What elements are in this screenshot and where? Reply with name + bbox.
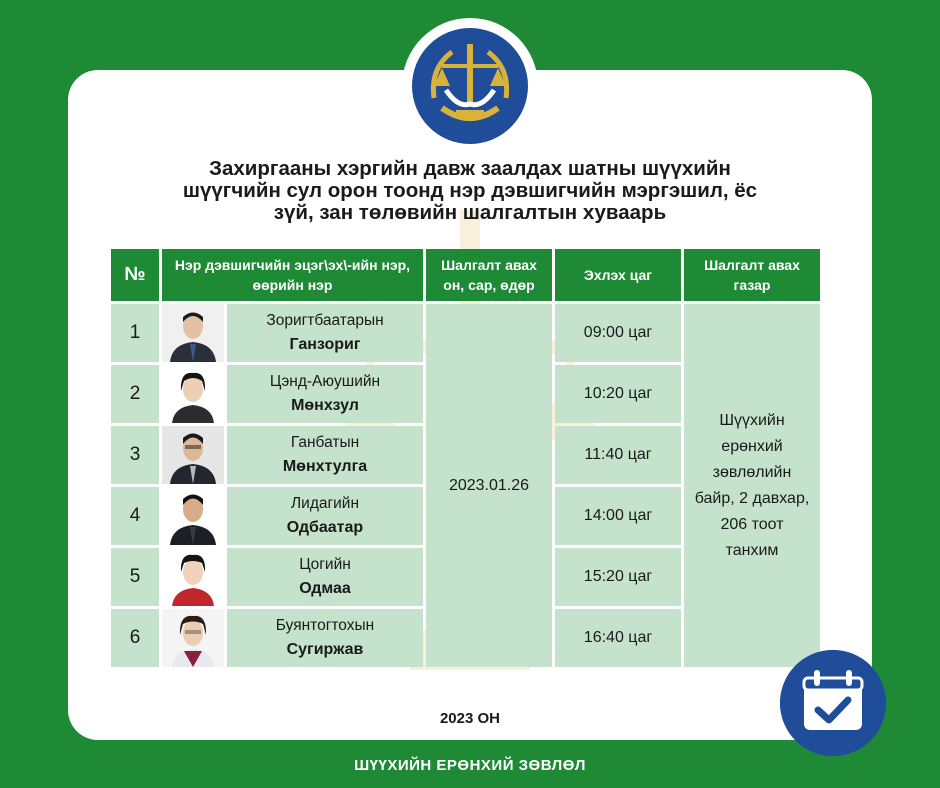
candidate-patronymic: Цэнд-Аюушийн (269, 373, 381, 390)
candidate-name: Мөнхтулга (282, 458, 368, 475)
header-date: Шалгалт авах он, сар, өдөр (426, 249, 552, 301)
candidate-patronymic: Лидагийн (290, 495, 360, 512)
candidate-name: Одбаатар (286, 519, 364, 536)
year-label: 2023 ОН (439, 710, 501, 727)
exam-date: 2023.01.26 (426, 304, 552, 667)
candidate-name: Мөнхзул (291, 397, 359, 414)
row-number: 6 (111, 609, 159, 667)
start-time: 10:20 цаг (555, 365, 681, 423)
row-number: 1 (111, 304, 159, 362)
footer-title: ШҮҮХИЙН ЕРӨНХИЙ ЗӨВЛӨЛ (354, 757, 586, 774)
table-row (111, 304, 820, 362)
candidate-patronymic: Ганбатын (290, 434, 360, 451)
title-line: шүүгчийн сул орон тоонд нэр дэвшигчийн мэргэшил, ёс (182, 179, 758, 202)
row-number: 5 (111, 548, 159, 606)
candidate-patronymic: Буянтогтохын (275, 617, 375, 634)
candidate-photo (162, 487, 224, 545)
candidate-name-cell (227, 609, 423, 667)
start-time: 15:20 цаг (555, 548, 681, 606)
court-emblem-icon (412, 28, 528, 144)
candidate-name: Одмаа (299, 580, 351, 597)
candidate-name-cell (227, 548, 423, 606)
start-time: 09:00 цаг (555, 304, 681, 362)
candidate-photo (162, 609, 224, 667)
page-title (110, 158, 830, 224)
candidate-photo (162, 426, 224, 484)
candidate-name: Ганзориг (289, 336, 361, 353)
candidate-name: Сугиржав (286, 641, 364, 658)
header-name: Нэр дэвшигчийн эцэг\эх\-ийн нэр, өөрийн нэр (162, 249, 423, 301)
candidate-photo (162, 304, 224, 362)
candidate-patronymic: Зоригтбаатарын (266, 312, 384, 329)
row-number: 2 (111, 365, 159, 423)
start-time: 14:00 цаг (555, 487, 681, 545)
row-number: 3 (111, 426, 159, 484)
start-time: 16:40 цаг (555, 609, 681, 667)
candidate-photo (162, 365, 224, 423)
exam-place: Шүүхийн ерөнхий зөвлөлийн байр, 2 давхар, 206 тоот танхим (684, 304, 820, 667)
candidate-name-cell (227, 365, 423, 423)
candidate-name-cell (227, 304, 423, 362)
title-line: зүй, зан төлөвийн шалгалтын хуваарь (273, 201, 667, 224)
header-time: Эхлэх цаг (555, 249, 681, 301)
candidate-patronymic: Цогийн (299, 556, 351, 573)
schedule-table (108, 246, 823, 670)
candidate-name-cell (227, 487, 423, 545)
header-number: № (111, 249, 159, 301)
header-place: Шалгалт авах газар (684, 249, 820, 301)
table-header-row (111, 249, 820, 301)
candidate-name-cell (227, 426, 423, 484)
start-time: 11:40 цаг (555, 426, 681, 484)
candidate-photo (162, 548, 224, 606)
row-number: 4 (111, 487, 159, 545)
title-line: Захиргааны хэргийн давж заалдах шатны шүүхийн (209, 157, 731, 180)
calendar-check-icon (780, 650, 886, 756)
